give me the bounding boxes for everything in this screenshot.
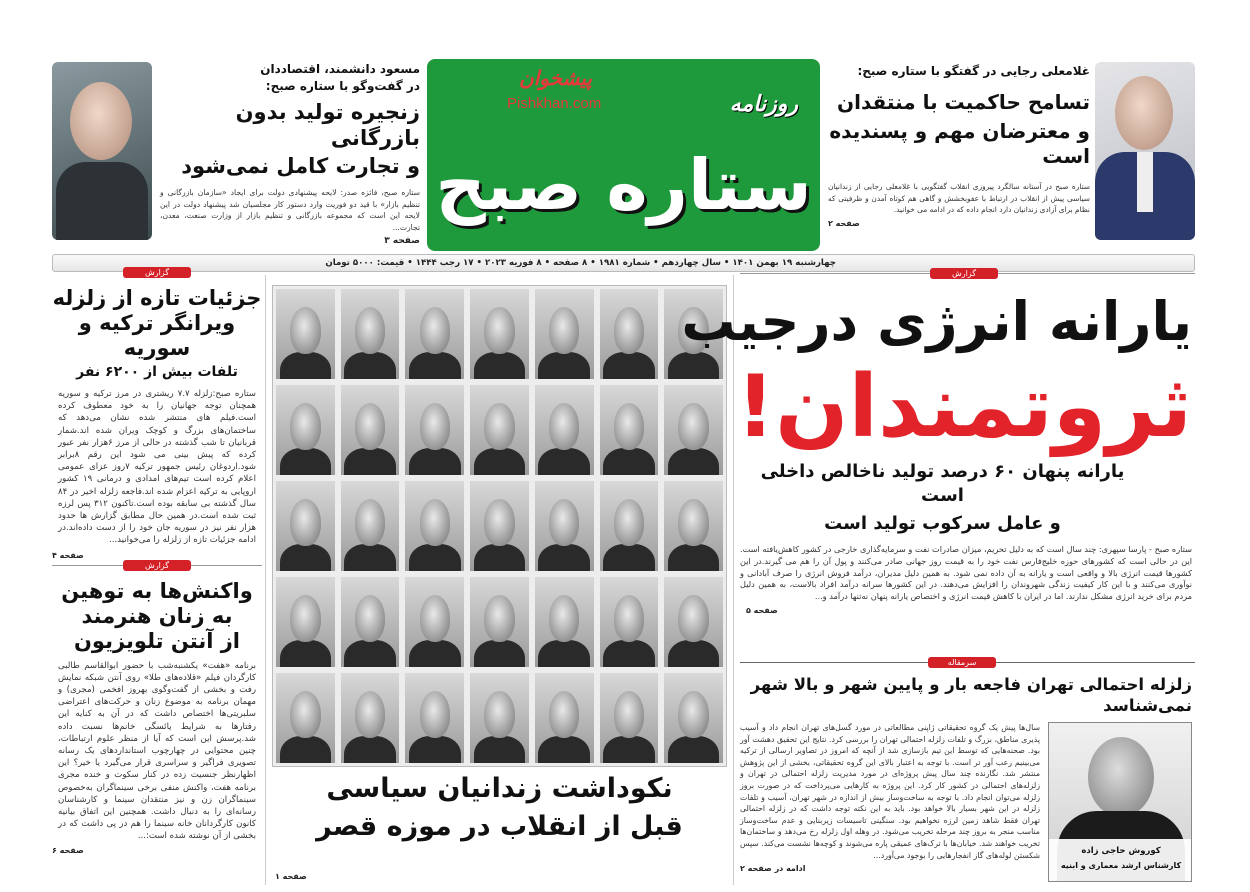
portrait-cell xyxy=(535,481,594,571)
kicker: غلامعلی رجایی در گفتگو با ستاره صبح: xyxy=(857,64,1090,78)
portrait-cell xyxy=(405,289,464,379)
headline[interactable]: و معترضان مهم و پسندیده است xyxy=(829,119,1090,168)
portrait-cell xyxy=(341,289,400,379)
portrait-cell xyxy=(600,577,659,667)
portrait-cell xyxy=(535,577,594,667)
portrait-cell xyxy=(470,385,529,475)
portrait-cell xyxy=(470,577,529,667)
lead-headline-red[interactable]: ثروتمندان! xyxy=(735,357,1192,457)
page-ref: صفحه ۱ xyxy=(275,872,307,881)
article-body: برنامه «هفت» یکشنبه‌شب با حضور ابوالقاسم طالبی کارگردان فیلم «قلاده‌های طلا» روی آنتن شبکه نمایش رفت و بخشی از گفت‌وگوی بهروز افخمی (مجری) و مهمان برنامه به موضوع زنان و حرکت‌های اعتراضی سلبریتی‌ها اختصاص داشت که در آن به کنایه این رفتارها به شرایط یائسگی خانم‌ها نسبت داده شد.پرسش این است که آیا از منظر علوم ارتباطات، چنین محتوایی در چهارچوب استانداردهای یک رسانه تصویری فراگیر و سراسری قرار می‌گیرد یا خیر؟ این اظهارنظر جنسیت زده در کنار سکوت و خنده مجری برنامه هفت، واکنش منفی برخی سینماگران به‌خصوص سینماگران زن و نیز منتقدان سینما و کارشناسان رسانه‌ای را به دنبال داشت. همچنین این اتفاق بیانیه کانون کارگردانان خانه سینما را هم در پی داشت که در بخشی از آن نوشته شده است:... xyxy=(58,660,256,842)
lead-subheadline: و عامل سرکوب تولید است xyxy=(824,513,1061,534)
photo-caption-headline[interactable]: نکوداشت زندانیان سیاسی xyxy=(326,773,673,804)
subheadline: تلفات بیش از ۶۲۰۰ نفر xyxy=(76,364,238,380)
portrait-cell xyxy=(405,577,464,667)
section-label: گزارش xyxy=(930,268,998,279)
headline[interactable]: به زنان هنرمند xyxy=(81,603,233,628)
kicker: مسعود دانشمند، اقتصاددان xyxy=(260,62,420,76)
portrait-cell xyxy=(341,577,400,667)
portrait-cell xyxy=(664,385,723,475)
portrait-cell xyxy=(341,481,400,571)
watermark-fa: پیشخوان xyxy=(519,66,592,90)
portrait-cell xyxy=(405,673,464,763)
headline[interactable]: ویرانگر ترکیه و سوریه xyxy=(78,311,236,360)
dateline: چهارشنبه ۱۹ بهمن ۱۴۰۱ • سال چهاردهم • شماره ۱۹۸۱ • ۸ صفحه • ۸ فوریه ۲۰۲۳ • ۱۷ رجب ۱۴۴۴ • قیمت: ۵۰۰۰ تومان xyxy=(325,258,836,268)
page-ref: صفحه ۲ xyxy=(828,218,860,228)
page-ref: ادامه در صفحه ۲ xyxy=(740,864,806,874)
watermark-en: Pishkhan.com xyxy=(507,95,602,112)
portrait-cell xyxy=(535,385,594,475)
portrait-cell xyxy=(276,385,335,475)
portrait-cell xyxy=(535,289,594,379)
logo-prefix: روزنامه xyxy=(729,92,798,117)
page-ref: صفحه ۵ xyxy=(746,605,778,615)
section-label: گزارش xyxy=(123,560,191,571)
portrait-cell xyxy=(276,289,335,379)
kicker: در گفت‌وگو با ستاره صبح: xyxy=(265,79,420,93)
portrait-cell xyxy=(341,673,400,763)
portrait-cell xyxy=(470,481,529,571)
author-title: کارشناس ارشد معماری و ابنیه xyxy=(1060,861,1182,870)
headline[interactable]: جزئیات تازه از زلزله xyxy=(52,286,262,310)
portrait-cell xyxy=(535,673,594,763)
portrait-cell xyxy=(470,289,529,379)
portrait-cell xyxy=(470,673,529,763)
article-body: ستاره صبح - پارسا سپهری: چند سال است که به دلیل تحریم، میزان صادرات نفت و سرمایه‌گذاری خارجی در کشور کاهش‌یافته است. این در حالی است که کشورهای حوزه خلیج‌فارس نفت خود را به قیمت روز جهانی صادر می‌کنند و پول آن را هم می گیرند.در این کشورها قیمت انرژی بالا و واقعی است و یارانه به آن داده نمی شود. به همین دلیل مدیران، درآمد فروش انرژی را صرف آبادانی و نوآوری می‌کنند و با این کار کیفیت زندگی شهروندان را افزایش می‌دهند. در این کشورها سرانه درآمد افراد بالاست، به همین دلیل مردم برای خرید انرژی مشکل ندارند. اما در ایران با کاهش قیمت انرژی و اختصاص یارانه پنهان نه‌تنها درآمد و... xyxy=(740,544,1192,602)
article-body: ستاره صبح:زلزله ۷.۷ ریشتری در مرز ترکیه و سوریه همچنان توجه جهانیان را به خود معطوف کرده است.فیلم های منتشر شده نشان می‌دهد که ساختمان‌های بزرگ و کوچک ویران شده اند.شمار قربانیان تا شب گذشته در حالی از مرز ۶هزار نفر عبور کرده که پیش بینی می شود این رقم ۸برابر شود.اردوغان رئیس جمهور ترکیه ۷روز عزای عمومی اعلام کرده است تیم‌های امدادی و درمانی ۱۹ کشور اروپایی به ترکیه اعزام شده اند.فاجعه زلزله اخیر در ۸۴ سال گذشته بی سابقه بوده است.تاکنون ۳۱۲ پس لرزه ثبت شده است.در همین حال مطابق گزارش ها حدود هزار نفر نیز در سوریه جان خود را از دست داده‌اند.در ادامه جزئیات تازه از زلزله را می‌خوانید... xyxy=(58,389,256,546)
page-ref: صفحه ۳ xyxy=(384,236,420,246)
article-body: ستاره صبح، فائزه صدر: لایحه پیشنهادی دولت برای ایجاد «سازمان بازرگانی و تنظیم بازار» با قید دو فوریت وارد دستور کار مجلسیان شد پیشنهاد دولت در این لایحه این است که مجموعه بازرگانی و تنظیم بازار از وزارت صنعت، معدن، تجارت... xyxy=(160,188,420,232)
article-body: سال‌ها پیش یک گروه تحقیقاتی ژاپنی مطالعاتی در مورد گسل‌های تهران انجام داد و آسیب پذیری مناطق، بزرگ و تلفات زلزله احتمالی تهران را بررسی کرد. نتایج این تحقیق دهشت آور بود. صحنه‌هایی که توسط این تیم بازسازی شد از آنچه که امروز در تصاویر ارسالی از ترکیه می‌بینیم رعب آور تر است. با توجه به اعتبار بالای این گروه تحقیقاتی، بخشی از این پژوهش منتشر شد. نگارنده چند سال پیش پروژه‌ای در مورد مدیریت زلزله احتمالی در تهران و زلزله‌های احتمالی در کشور کار کرد. این پروژه به کارهایی می‌پرداخت که در صورت بروز زلزله می‌توان انجام داد. با توجه به ساخت‌وساز بیش از اندازه در شهر تهران، آسیب و تلفات زلزله در این شهر بسیار بالا خواهد بود. باید به این نکته توجه داشت که در زلزله احتمالی تهران فقط شاهد زمین لرزه نخواهیم بود. سنگینی تاسیسات زیربنایی و عدم ساخت‌وساز مناسب منجر به بروز چند مرحله تخریب می‌شود. در وهله اول زلزله رخ می‌دهد و ساختمان‌ها تخریب خواهند شد. خیابان‌ها با ترک‌های عمیقی پاره می‌شوند و کوچه‌ها نشست می‌کند. سپس شکستن لوله‌های گاز انفجارهایی را بوجود می‌آورد... xyxy=(740,723,1040,860)
portrait-cell xyxy=(276,481,335,571)
portrait-cell xyxy=(405,385,464,475)
portrait-cell xyxy=(405,481,464,571)
portrait-grid-photo xyxy=(272,285,727,767)
portrait-cell xyxy=(664,673,723,763)
column-divider xyxy=(733,275,734,885)
column-divider xyxy=(265,275,266,885)
portrait-cell xyxy=(276,577,335,667)
lead-headline[interactable]: یارانه انرژی درجیب xyxy=(681,290,1192,353)
portrait-cell xyxy=(276,673,335,763)
article-body: ستاره صبح در آستانه سالگرد پیروزی انقلاب گفتگویی با غلامعلی رجایی از زندانیان سیاسی پیش از انقلاب در ارتباط با عفوبخشش و گاهی هم کوتاه آمدن و ظرفیتی که نظام برای آزادی زندانیان دارد انجام داده که در ادامه می خوانید. xyxy=(828,182,1090,214)
editorial-headline[interactable]: زلزله احتمالی تهران فاجعه بار و پایین شهر و بالا شهر نمی‌شناسد xyxy=(750,675,1192,715)
lead-subheadline: یارانه پنهان ۶۰ درصد تولید ناخالص داخلی است xyxy=(760,461,1125,506)
rajaei-photo xyxy=(1095,62,1195,240)
headline[interactable]: و تجارت کامل نمی‌شود xyxy=(181,154,420,178)
headline[interactable]: واکنش‌ها به توهین xyxy=(61,578,253,603)
portrait-cell xyxy=(664,577,723,667)
portrait-cell xyxy=(600,481,659,571)
page-ref: صفحه ۶ xyxy=(52,845,84,855)
headline[interactable]: از آنتن تلویزیون xyxy=(73,628,240,653)
economist-photo xyxy=(52,62,152,240)
portrait-cell xyxy=(600,385,659,475)
author-name: کوروش حاجی زاده xyxy=(1081,846,1161,856)
author-photo xyxy=(1048,722,1192,882)
portrait-cell xyxy=(664,481,723,571)
masthead-logo xyxy=(427,59,820,251)
section-label: گزارش xyxy=(123,267,191,278)
logo-text: ستاره صبح xyxy=(435,144,812,226)
section-label: سرمقاله xyxy=(928,657,996,668)
portrait-cell xyxy=(600,289,659,379)
page-ref: صفحه ۴ xyxy=(52,550,84,560)
headline[interactable]: زنجیره تولید بدون بازرگانی xyxy=(235,100,420,150)
headline[interactable]: تسامح حاکمیت با منتقدان xyxy=(837,90,1090,114)
portrait-cell xyxy=(600,673,659,763)
photo-caption-headline[interactable]: قبل از انقلاب در موزه قصر xyxy=(316,811,683,842)
portrait-cell xyxy=(341,385,400,475)
